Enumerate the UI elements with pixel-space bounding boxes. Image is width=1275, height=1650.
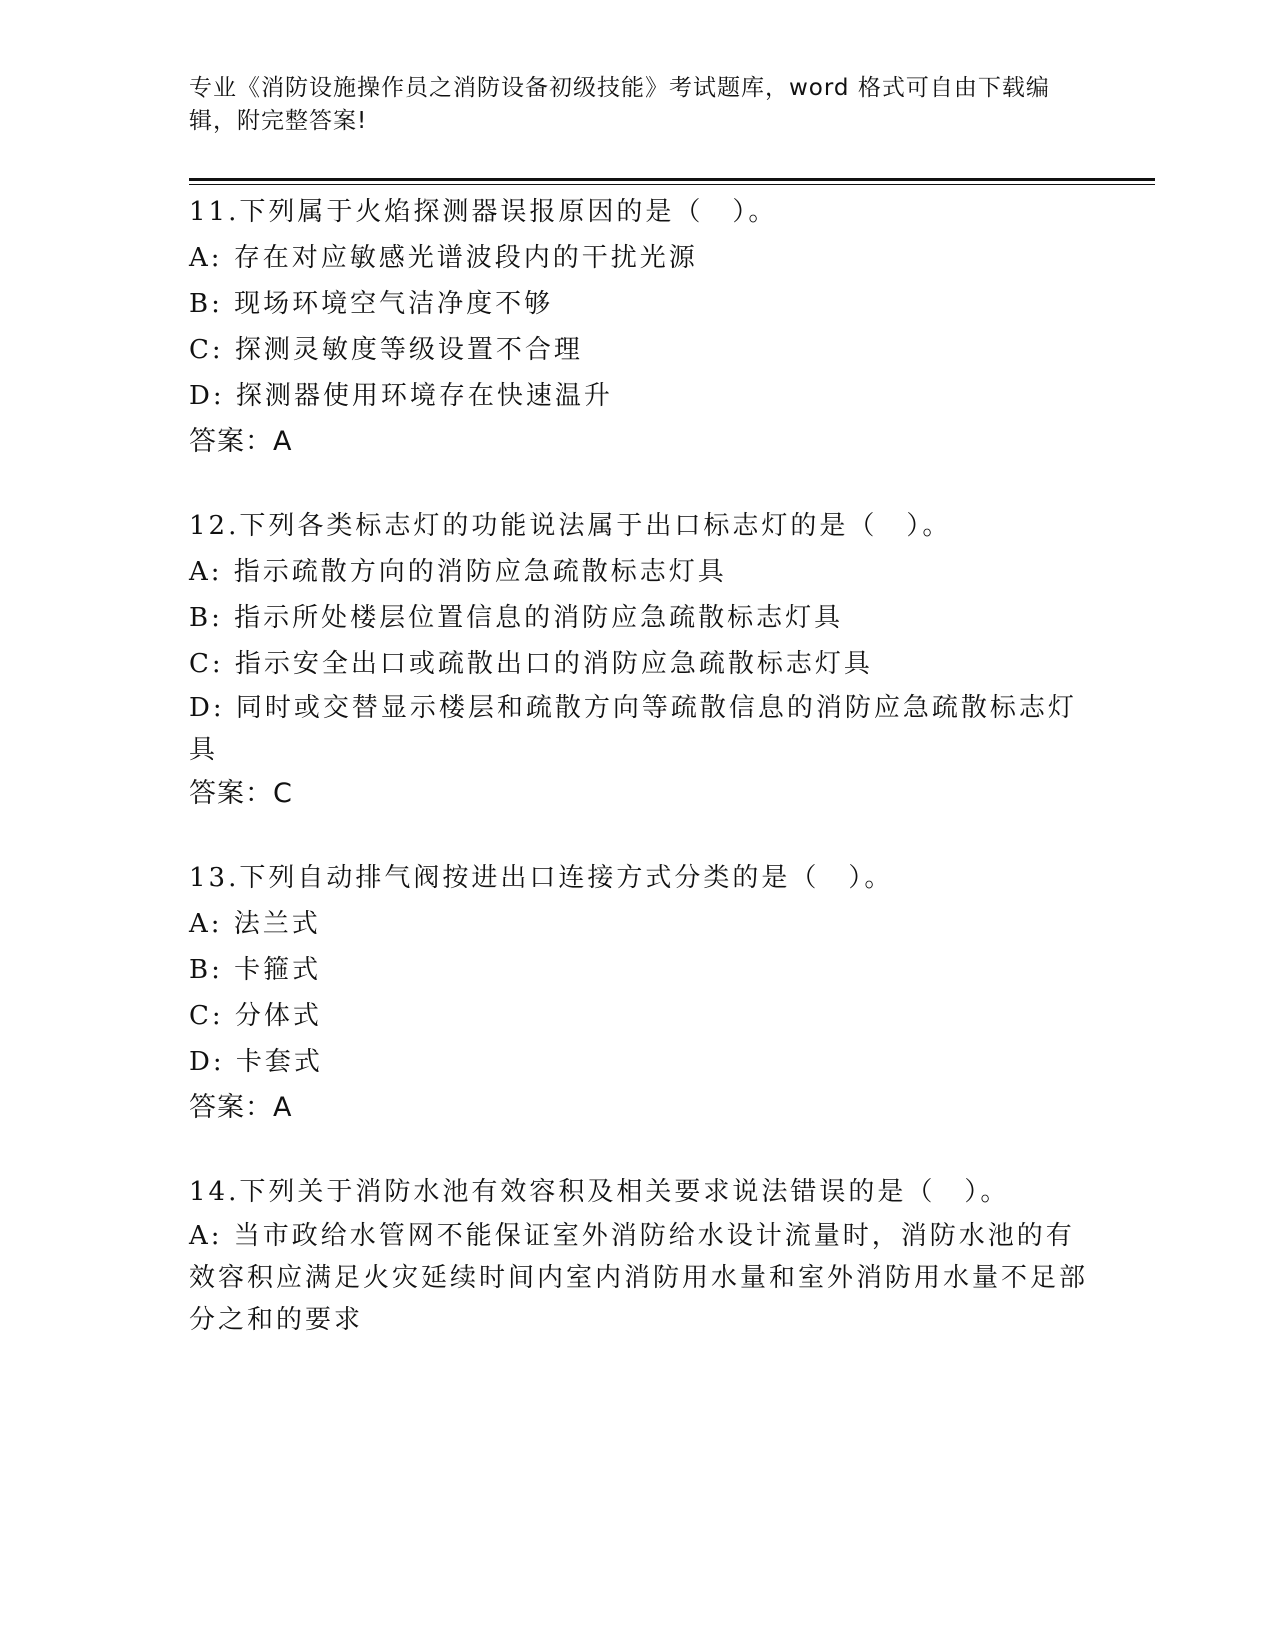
document-header <box>189 72 1079 138</box>
header-divider-thin <box>189 184 1155 185</box>
answer: 答案：A <box>189 1092 293 1123</box>
question-14 <box>189 1169 1089 1341</box>
question-12 <box>189 503 1089 817</box>
header-intro-line-1: 专业《消防设施操作员之消防设备初级技能》考试题库，word 格式可自由下载编 <box>189 75 1050 101</box>
option-a: A: 法兰式 <box>189 909 321 939</box>
question-stem: 11.下列属于火焰探测器误报原因的是（ ）。 <box>189 197 778 227</box>
option-b: B: 现场环境空气洁净度不够 <box>189 289 554 319</box>
header-divider-thick <box>189 178 1155 181</box>
question-13 <box>189 855 1089 1131</box>
option-b: B: 卡箍式 <box>189 955 322 985</box>
option-c: C: 分体式 <box>189 1001 322 1031</box>
option-d: D: 同时或交替显示楼层和疏散方向等疏散信息的消防应急疏散标志灯具 <box>189 693 1077 765</box>
question-stem: 13.下列自动排气阀按进出口连接方式分类的是（ ）。 <box>189 863 894 893</box>
header-intro-line-2: 辑，附完整答案! <box>189 108 368 134</box>
option-c: C: 指示安全出口或疏散出口的消防应急疏散标志灯具 <box>189 649 873 679</box>
option-d: D: 探测器使用环境存在快速温升 <box>189 381 613 411</box>
question-stem: 14.下列关于消防水池有效容积及相关要求说法错误的是（ ）。 <box>189 1177 1010 1207</box>
answer: 答案：C <box>189 778 293 809</box>
option-c: C: 探测灵敏度等级设置不合理 <box>189 335 583 365</box>
option-a: A: 存在对应敏感光谱波段内的干扰光源 <box>189 243 698 273</box>
answer: 答案：A <box>189 426 293 457</box>
question-list <box>189 189 1089 1379</box>
question-stem: 12.下列各类标志灯的功能说法属于出口标志灯的是（ ）。 <box>189 511 952 541</box>
option-a: A: 当市政给水管网不能保证室外消防给水设计流量时，消防水池的有效容积应满足火灾延续时间内室内消防用水量和室外消防用水量不足部分之和的要求 <box>189 1221 1089 1335</box>
option-b: B: 指示所处楼层位置信息的消防应急疏散标志灯具 <box>189 603 844 633</box>
option-a: A: 指示疏散方向的消防应急疏散标志灯具 <box>189 557 727 587</box>
option-d: D: 卡套式 <box>189 1047 323 1077</box>
question-11 <box>189 189 1089 465</box>
